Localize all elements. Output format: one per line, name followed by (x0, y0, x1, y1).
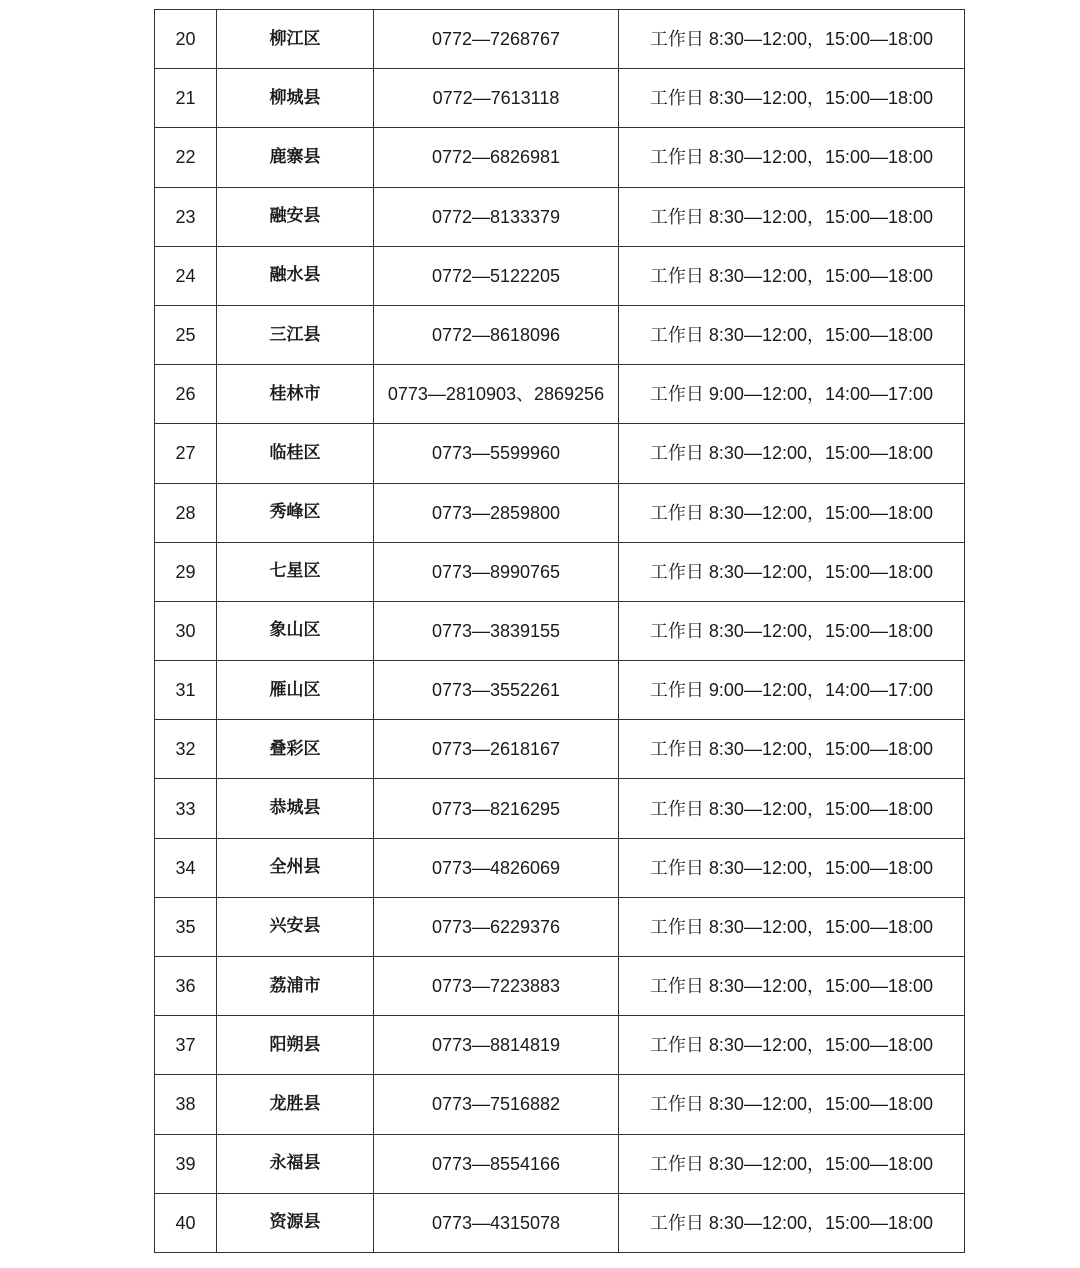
working-hours: 工作日 8:30—12:00，15:00—18:00 (619, 246, 965, 305)
phone-number: 0772—8618096 (374, 305, 619, 364)
region-name: 秀峰区 (217, 483, 374, 542)
table-row (155, 838, 965, 897)
row-number: 30 (155, 601, 217, 660)
working-hours: 工作日 8:30—12:00，15:00—18:00 (619, 897, 965, 956)
region-name: 雁山区 (217, 661, 374, 720)
phone-number: 0773—8990765 (374, 542, 619, 601)
table-row (155, 128, 965, 187)
contact-table (154, 9, 965, 1253)
row-number: 35 (155, 897, 217, 956)
row-number: 23 (155, 187, 217, 246)
row-number: 21 (155, 69, 217, 128)
phone-number: 0772—6826981 (374, 128, 619, 187)
row-number: 20 (155, 10, 217, 69)
table-row (155, 661, 965, 720)
region-name: 兴安县 (217, 897, 374, 956)
phone-number: 0773—7223883 (374, 957, 619, 1016)
phone-number: 0773—3839155 (374, 601, 619, 660)
region-name: 融安县 (217, 187, 374, 246)
region-name: 桂林市 (217, 365, 374, 424)
working-hours: 工作日 8:30—12:00，15:00—18:00 (619, 483, 965, 542)
working-hours: 工作日 8:30—12:00，15:00—18:00 (619, 305, 965, 364)
phone-number: 0773—5599960 (374, 424, 619, 483)
working-hours: 工作日 8:30—12:00，15:00—18:00 (619, 838, 965, 897)
table-row (155, 542, 965, 601)
row-number: 24 (155, 246, 217, 305)
phone-number: 0773—2618167 (374, 720, 619, 779)
phone-number: 0772—7268767 (374, 10, 619, 69)
table-row (155, 1193, 965, 1252)
row-number: 33 (155, 779, 217, 838)
table-row (155, 1016, 965, 1075)
region-name: 叠彩区 (217, 720, 374, 779)
table-row (155, 424, 965, 483)
working-hours: 工作日 8:30—12:00，15:00—18:00 (619, 720, 965, 779)
row-number: 36 (155, 957, 217, 1016)
row-number: 29 (155, 542, 217, 601)
table-body (155, 10, 965, 1253)
phone-number: 0772—7613118 (374, 69, 619, 128)
working-hours: 工作日 8:30—12:00，15:00—18:00 (619, 542, 965, 601)
region-name: 恭城县 (217, 779, 374, 838)
table-row (155, 1134, 965, 1193)
working-hours: 工作日 8:30—12:00，15:00—18:00 (619, 1193, 965, 1252)
phone-number: 0773—8216295 (374, 779, 619, 838)
region-name: 柳江区 (217, 10, 374, 69)
region-name: 全州县 (217, 838, 374, 897)
row-number: 22 (155, 128, 217, 187)
row-number: 28 (155, 483, 217, 542)
region-name: 融水县 (217, 246, 374, 305)
region-name: 象山区 (217, 601, 374, 660)
row-number: 31 (155, 661, 217, 720)
working-hours: 工作日 8:30—12:00，15:00—18:00 (619, 957, 965, 1016)
table-row (155, 957, 965, 1016)
working-hours: 工作日 8:30—12:00，15:00—18:00 (619, 1134, 965, 1193)
phone-number: 0773—3552261 (374, 661, 619, 720)
table-row (155, 601, 965, 660)
row-number: 37 (155, 1016, 217, 1075)
table-row (155, 720, 965, 779)
table-row (155, 779, 965, 838)
table-row (155, 305, 965, 364)
working-hours: 工作日 9:00—12:00，14:00—17:00 (619, 661, 965, 720)
region-name: 荔浦市 (217, 957, 374, 1016)
table-row (155, 483, 965, 542)
phone-number: 0773—4315078 (374, 1193, 619, 1252)
region-name: 龙胜县 (217, 1075, 374, 1134)
phone-number: 0773—6229376 (374, 897, 619, 956)
region-name: 临桂区 (217, 424, 374, 483)
table-row (155, 246, 965, 305)
row-number: 38 (155, 1075, 217, 1134)
row-number: 25 (155, 305, 217, 364)
working-hours: 工作日 8:30—12:00，15:00—18:00 (619, 69, 965, 128)
working-hours: 工作日 8:30—12:00，15:00—18:00 (619, 424, 965, 483)
table-row (155, 365, 965, 424)
phone-number: 0772—8133379 (374, 187, 619, 246)
row-number: 34 (155, 838, 217, 897)
phone-number: 0773—8554166 (374, 1134, 619, 1193)
region-name: 阳朔县 (217, 1016, 374, 1075)
table-row (155, 69, 965, 128)
working-hours: 工作日 8:30—12:00，15:00—18:00 (619, 1016, 965, 1075)
phone-number: 0773—2810903、2869256 (374, 365, 619, 424)
row-number: 40 (155, 1193, 217, 1252)
phone-number: 0773—8814819 (374, 1016, 619, 1075)
region-name: 三江县 (217, 305, 374, 364)
region-name: 柳城县 (217, 69, 374, 128)
working-hours: 工作日 8:30—12:00，15:00—18:00 (619, 601, 965, 660)
region-name: 资源县 (217, 1193, 374, 1252)
region-name: 永福县 (217, 1134, 374, 1193)
region-name: 七星区 (217, 542, 374, 601)
working-hours: 工作日 9:00—12:00，14:00—17:00 (619, 365, 965, 424)
table-row (155, 1075, 965, 1134)
table-row (155, 897, 965, 956)
phone-number: 0773—7516882 (374, 1075, 619, 1134)
row-number: 26 (155, 365, 217, 424)
working-hours: 工作日 8:30—12:00，15:00—18:00 (619, 187, 965, 246)
phone-number: 0772—5122205 (374, 246, 619, 305)
table-row (155, 187, 965, 246)
row-number: 32 (155, 720, 217, 779)
row-number: 27 (155, 424, 217, 483)
phone-number: 0773—2859800 (374, 483, 619, 542)
working-hours: 工作日 8:30—12:00，15:00—18:00 (619, 10, 965, 69)
working-hours: 工作日 8:30—12:00，15:00—18:00 (619, 1075, 965, 1134)
phone-number: 0773—4826069 (374, 838, 619, 897)
working-hours: 工作日 8:30—12:00，15:00—18:00 (619, 128, 965, 187)
table-row (155, 10, 965, 69)
row-number: 39 (155, 1134, 217, 1193)
region-name: 鹿寨县 (217, 128, 374, 187)
working-hours: 工作日 8:30—12:00，15:00—18:00 (619, 779, 965, 838)
